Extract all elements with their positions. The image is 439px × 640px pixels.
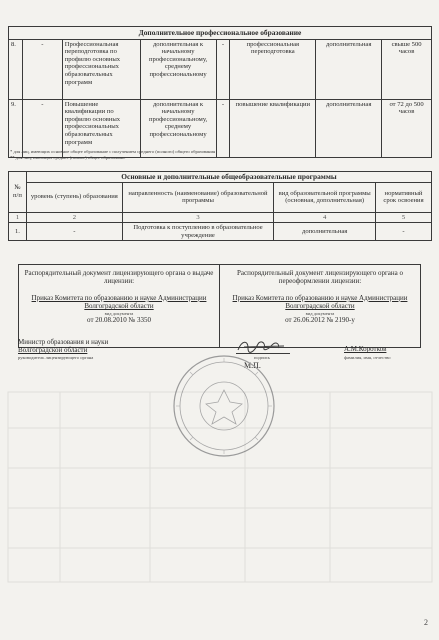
table-row: 9. - Повышение квалификации по профилю основных профессиональных образовательных программ дополнительная к начальному профессиональному, среднему профессиональному - повышение квалификации дополнительная от 72 до 500 часов <box>9 99 432 157</box>
license-issue-date: от 20.08.2010 № 3350 <box>87 315 151 324</box>
name-caption: фамилия, имя, отчество <box>344 355 391 360</box>
license-reissue-doc: Приказ Комитета по образованию и науке Администрации Волгоградской области <box>232 293 408 311</box>
table-title: Дополнительное профессиональное образование <box>9 27 432 40</box>
table-title: Основные и дополнительные общеобразовательные программы <box>26 172 431 183</box>
doc-caption: вид документа <box>305 310 335 316</box>
license-reissue-title: Распорядительный документ лицензирующего органа о переоформлении лицензии: <box>236 269 404 286</box>
license-reissue-date: от 26.06.2012 № 2190-у <box>285 315 355 324</box>
column-numbers-row: 1 2 3 4 5 <box>9 212 432 223</box>
license-issue-title: Распорядительный документ лицензирующего органа о выдаче лицензии: <box>24 269 214 286</box>
signatory-position: Министр образования и науки <box>18 338 109 346</box>
license-issue-box <box>18 264 220 348</box>
license-reissue-box <box>219 264 421 348</box>
bleed-through-ghost <box>0 388 439 588</box>
table-row: 1. - Подготовка к поступлению в образовательное учреждение дополнительная - <box>9 223 432 241</box>
header-level: уровень (ступень) образования <box>26 182 122 212</box>
table-row: 8. - Профессиональная переподготовка по профилю основных профессиональных образовательных программ дополнительная к начальному профессиональному, среднему профессиональному - профессиональная переподготовка дополнительная свыше 500 часов <box>9 39 432 99</box>
header-direction: направленность (наименование) образовательной программы <box>122 182 274 212</box>
sign-caption: подпись <box>254 355 271 360</box>
header-num: № п/п <box>9 172 27 213</box>
license-issue-doc: Приказ Комитета по образованию и науке Администрации Волгоградской области <box>31 293 207 311</box>
general-programs-table <box>8 171 432 241</box>
position-caption: руководитель лицензирующего органа <box>18 355 94 360</box>
footnote: * для лиц, имеющих основное общее образование с получением среднего (полного) общего образования <box>10 149 216 154</box>
page-number: 2 <box>424 618 428 627</box>
signatory-region: Волгоградской области <box>18 346 88 354</box>
stamp-place: М.П. <box>244 361 261 370</box>
signatory-name: А.М.Коротков <box>344 345 387 353</box>
additional-professional-table <box>8 26 432 158</box>
header-term: нормативный срок освоения <box>376 182 432 212</box>
doc-caption: вид документа <box>104 310 134 316</box>
footnote: ** для лиц, имеющих среднее (полное) общее образование <box>10 155 126 160</box>
header-type: вид образовательной программы (основная, дополнительная) <box>274 182 376 212</box>
